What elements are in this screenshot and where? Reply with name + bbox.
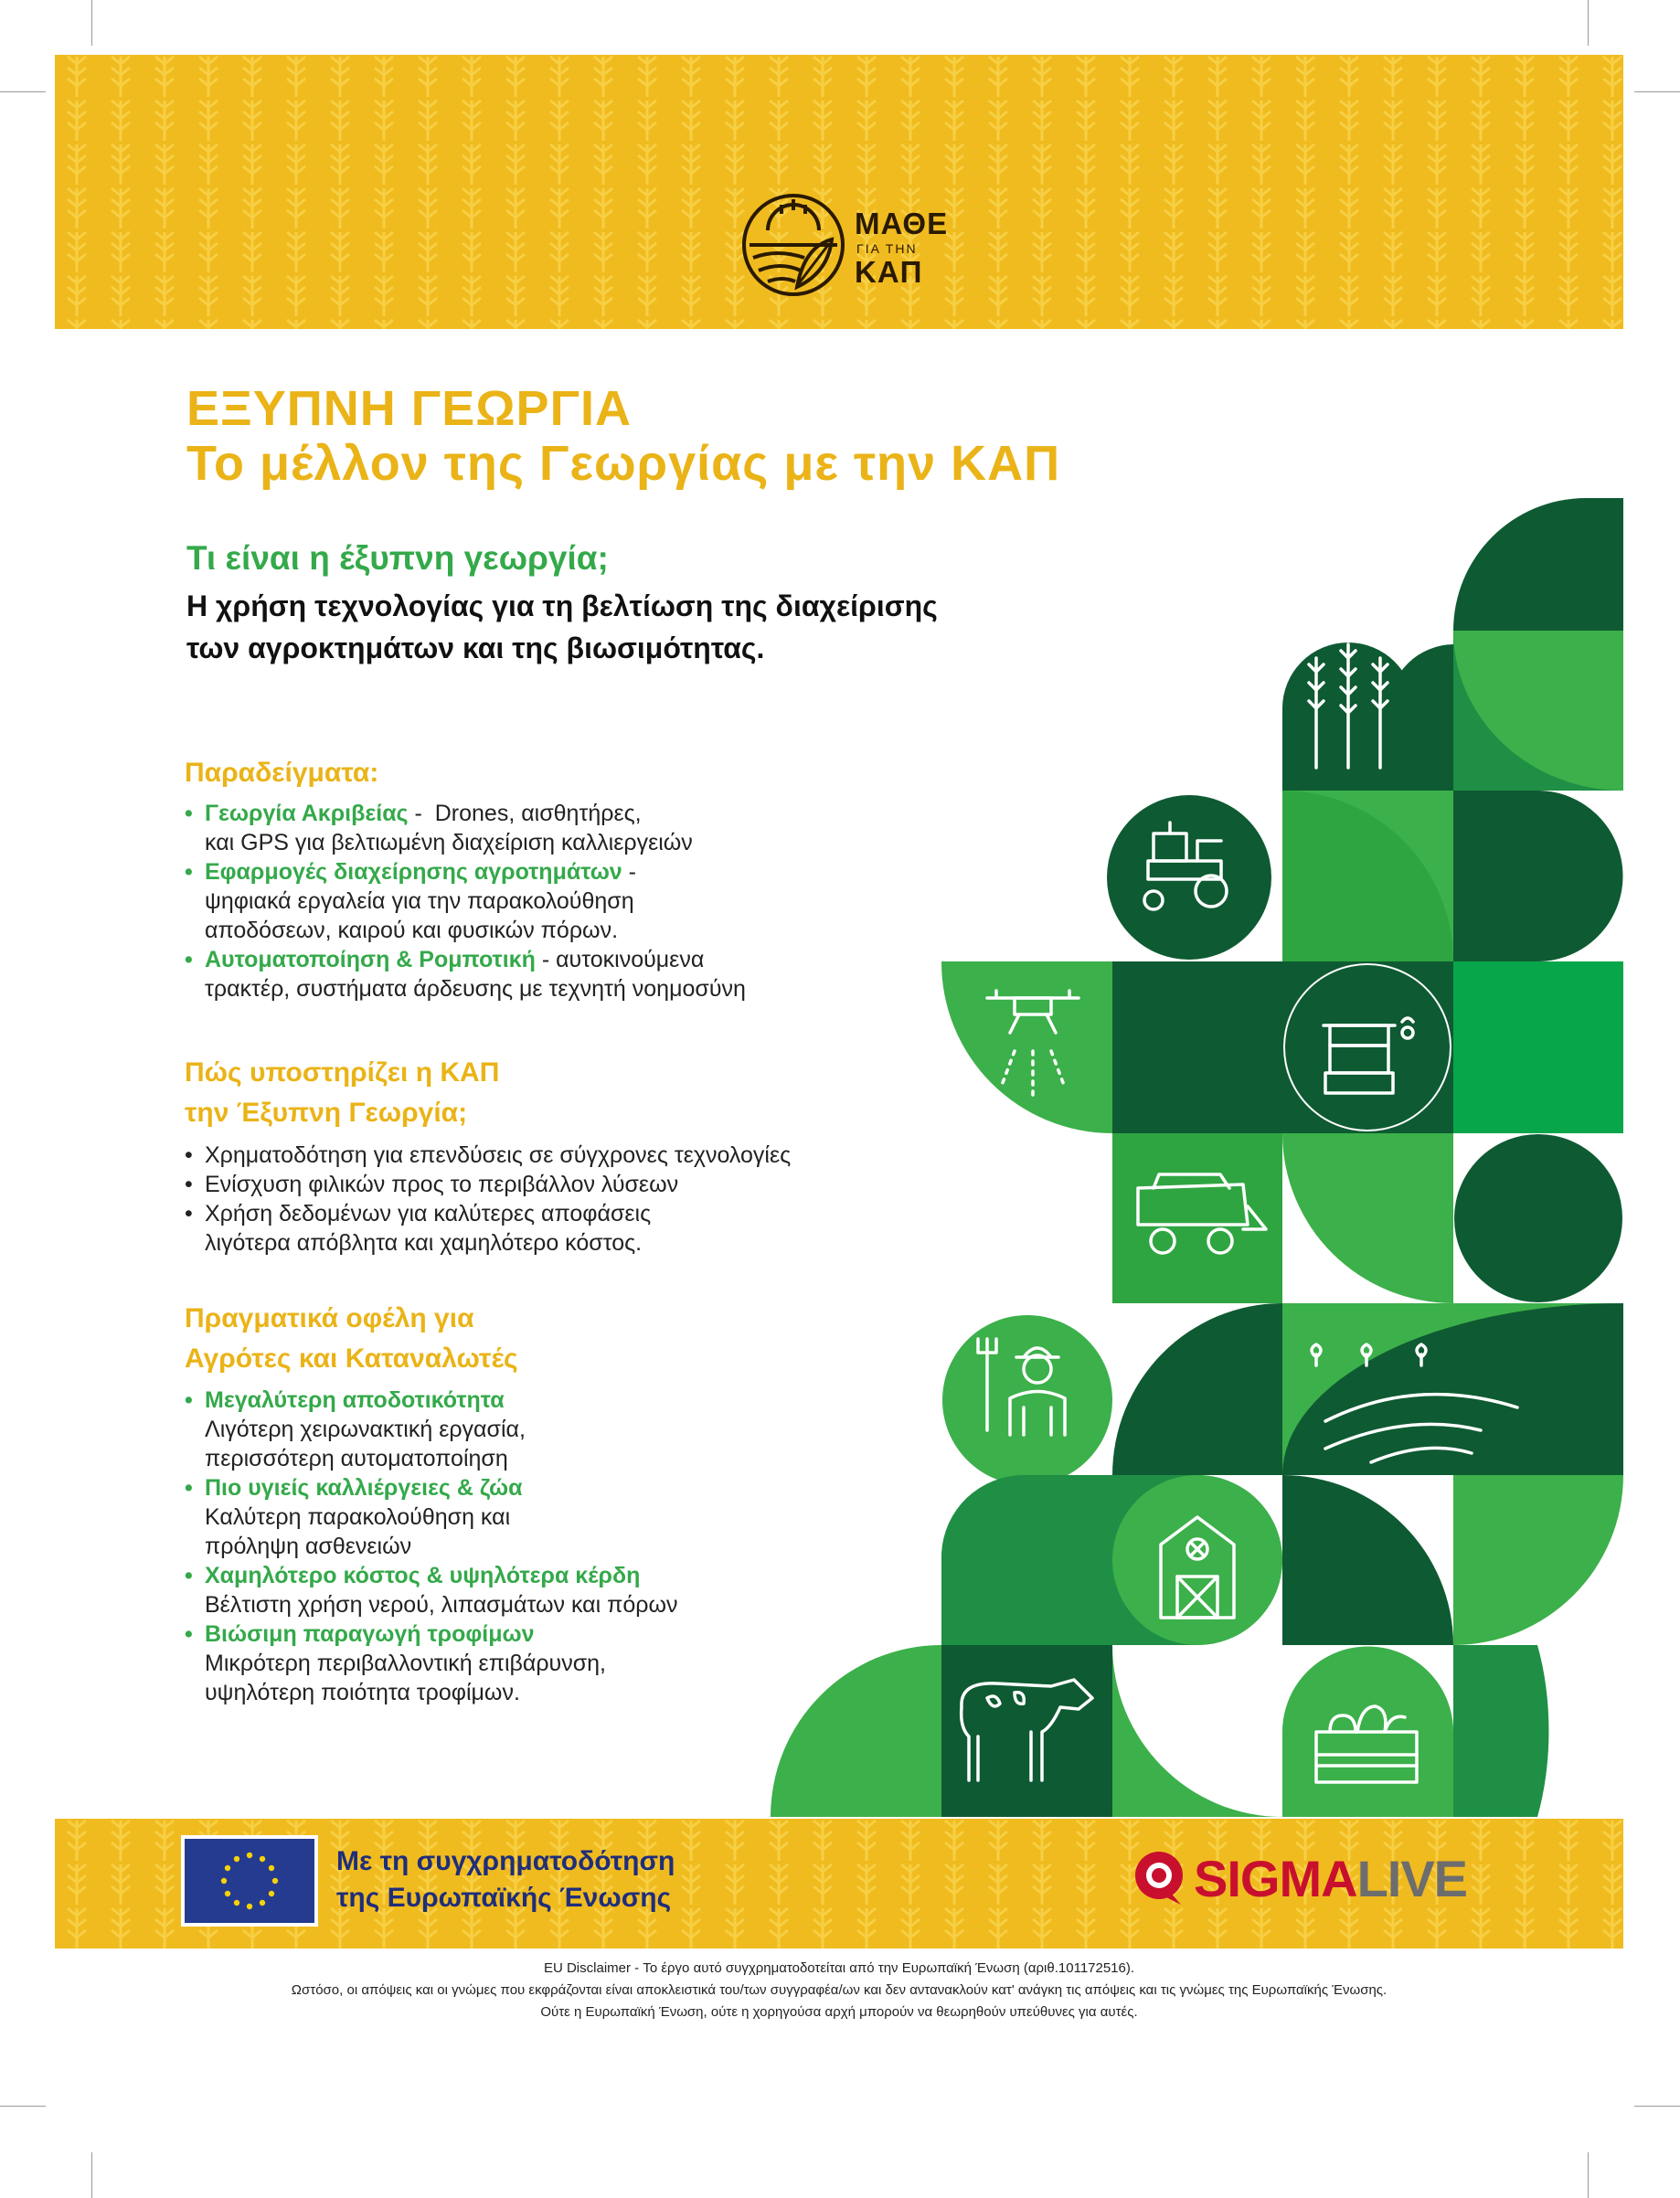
list-item: • Εφαρμογές διαχείρησης αγροτημάτων -	[185, 859, 636, 885]
support-list: • Χρηματοδότηση για επενδύσεις σε σύγχρονες τεχνολογίες • Ενίσχυση φιλικών προς το περιβάλλον λύσεων • Χρήση δεδομένων για καλύτερες αποφάσεις λιγότερα απόβλητα και χαμηλότερο κόστος.	[185, 1142, 792, 1256]
example-key: Γεωργία Ακριβείας	[205, 801, 409, 826]
example-key: Αυτοματοποίηση & Ρομποτική	[205, 947, 536, 972]
list-item: • Χρήση δεδομένων για καλύτερες αποφάσεις	[185, 1201, 652, 1226]
leaf-tile	[941, 1475, 1112, 1645]
cow-tile	[941, 1645, 1112, 1817]
logo-line3: ΚΑΠ	[855, 255, 923, 289]
square-tile	[1453, 961, 1623, 1133]
list-item: • Μεγαλύτερη αποδοτικότητα	[185, 1387, 505, 1413]
list-item: • Αυτοματοποίηση & Ρομποτική - αυτοκινούμενα	[185, 947, 705, 972]
quarter-tile	[1282, 1475, 1453, 1645]
list-item: • Πιο υγιείς καλλιέργειες & ζώα	[185, 1475, 523, 1501]
list-item: • Βιώσιμη παραγωγή τροφίμων	[185, 1621, 535, 1647]
intro-answer-line1: Η χρήση τεχνολογίας για τη βελτίωση της διαχείρισης	[186, 589, 938, 622]
benefits-heading-line1: Πραγματικά οφέλη για	[185, 1303, 474, 1333]
examples-heading: Παραδείγματα:	[185, 758, 379, 788]
farmer-circle	[942, 1315, 1112, 1485]
eu-flag-icon	[181, 1835, 318, 1927]
example-key: Εφαρμογές διαχείρησης αγροτημάτων	[205, 859, 622, 885]
benefits-list: • Μεγαλύτερη αποδοτικότητα Λιγότερη χειρωνακτική εργασία, περισσότερη αυτοματοποίηση • Πιο υγιείς καλλιέργειες & ζώα Καλύτερη παρακολούθηση και πρόληψη ασθενειών • Χαμηλότερο κόστος & υψηλότερα κέρδη Βέλτιστη χρήση νερού, λιπασμάτων και πόρων • Βιώσιμη παραγωγή τροφίμων Μικρότερη περιβαλλοντική επιβάρυνση, υψηλότερη ποιότητα τροφίμων.	[185, 1387, 678, 1705]
quarter-tile	[1112, 1303, 1282, 1475]
quarter-tile	[1453, 1645, 1548, 1817]
sigmalive-mark-icon	[1130, 1844, 1190, 1910]
list-item: • Ενίσχυση φιλικών προς το περιβάλλον λύσεων	[185, 1172, 679, 1197]
benefits-heading-line2: Αγρότες και Καταναλωτές	[185, 1343, 518, 1374]
quarter-tile	[1453, 1475, 1623, 1645]
list-item: • Γεωργία Ακριβείας - Drones, αισθητήρες,	[185, 801, 642, 826]
square-tile	[1112, 961, 1282, 1133]
eu-disclaimer: EU Disclaimer - Το έργο αυτό συγχρηματοδοτείται από την Ευρωπαϊκή Ένωση (αριθ.101172516). Ωστόσο, οι απόψεις και οι γνώμες που εκφράζονται είναι αποκλειστικά του/των συγγραφέα/ων και δεν αντανακλούν κατ' ανάγκη τις απόψεις και τις γνώμες της Ευρωπαϊκής Ένωσης. Ούτε η Ευρωπαϊκή Ένωση, ούτε η χορηγούσα αρχή μπορούν να θεωρηθούν υπεύθυνες για αυτές.	[291, 1960, 1388, 2020]
sigmalive-logo	[1130, 1844, 1523, 1910]
quarter-tile	[1282, 1133, 1453, 1303]
support-heading-line2: την Έξυπνη Γεωργία;	[185, 1098, 468, 1128]
list-item: • Χαμηλότερο κόστος & υψηλότερα κέρδη	[185, 1563, 641, 1588]
half-circle-tile	[1453, 791, 1623, 961]
support-heading-line1: Πώς υποστηρίζει η ΚΑΠ	[185, 1057, 500, 1088]
intro-answer-line2: των αγροκτημάτων και της βιωσιμότητας.	[186, 632, 765, 664]
examples-list: • Γεωργία Ακριβείας - Drones, αισθητήρες, και GPS για βελτιωμένη διαχείριση καλλιεργειών • Εφαρμογές διαχείρησης αγροτημάτων - ψηφιακά εργαλεία για την παρακολούθηση αποδόσεων, καιρού και φυσικών πόρων. • Αυτοματοποίηση & Ρομποτική - αυτοκινούμενα τρακτέρ, συστήματα άρδευσης με τεχνητή νοημοσύνη	[185, 801, 746, 1002]
beehive-circle	[1285, 965, 1450, 1130]
logo-line2: ΓΙΑ ΤΗΝ	[856, 241, 918, 256]
page-subtitle: Το μέλλον της Γεωργίας με την ΚΑΠ	[186, 436, 1061, 491]
eu-cofunding-text: Με τη συγχρηματοδότηση της Ευρωπαϊκής Ένωσης	[336, 1846, 675, 1913]
logo-line1: ΜΑΘΕ	[855, 207, 949, 240]
page-title: ΕΞΥΠΝΗ ΓΕΩΡΓΙΑ	[186, 381, 633, 436]
quarter-tile	[1112, 1645, 1282, 1817]
list-item: • Χρηματοδότηση για επενδύσεις σε σύγχρονες τεχνολογίες	[185, 1142, 792, 1168]
leaf-tile	[771, 1645, 941, 1817]
sigmalive-wordmark: SIGMALIVE	[1194, 1850, 1468, 1907]
tractor-circle	[1107, 795, 1271, 960]
circle-tile	[1454, 1134, 1622, 1302]
intro-question: Τι είναι η έξυπνη γεωργία;	[186, 539, 609, 577]
drone-leaf	[941, 961, 1112, 1133]
